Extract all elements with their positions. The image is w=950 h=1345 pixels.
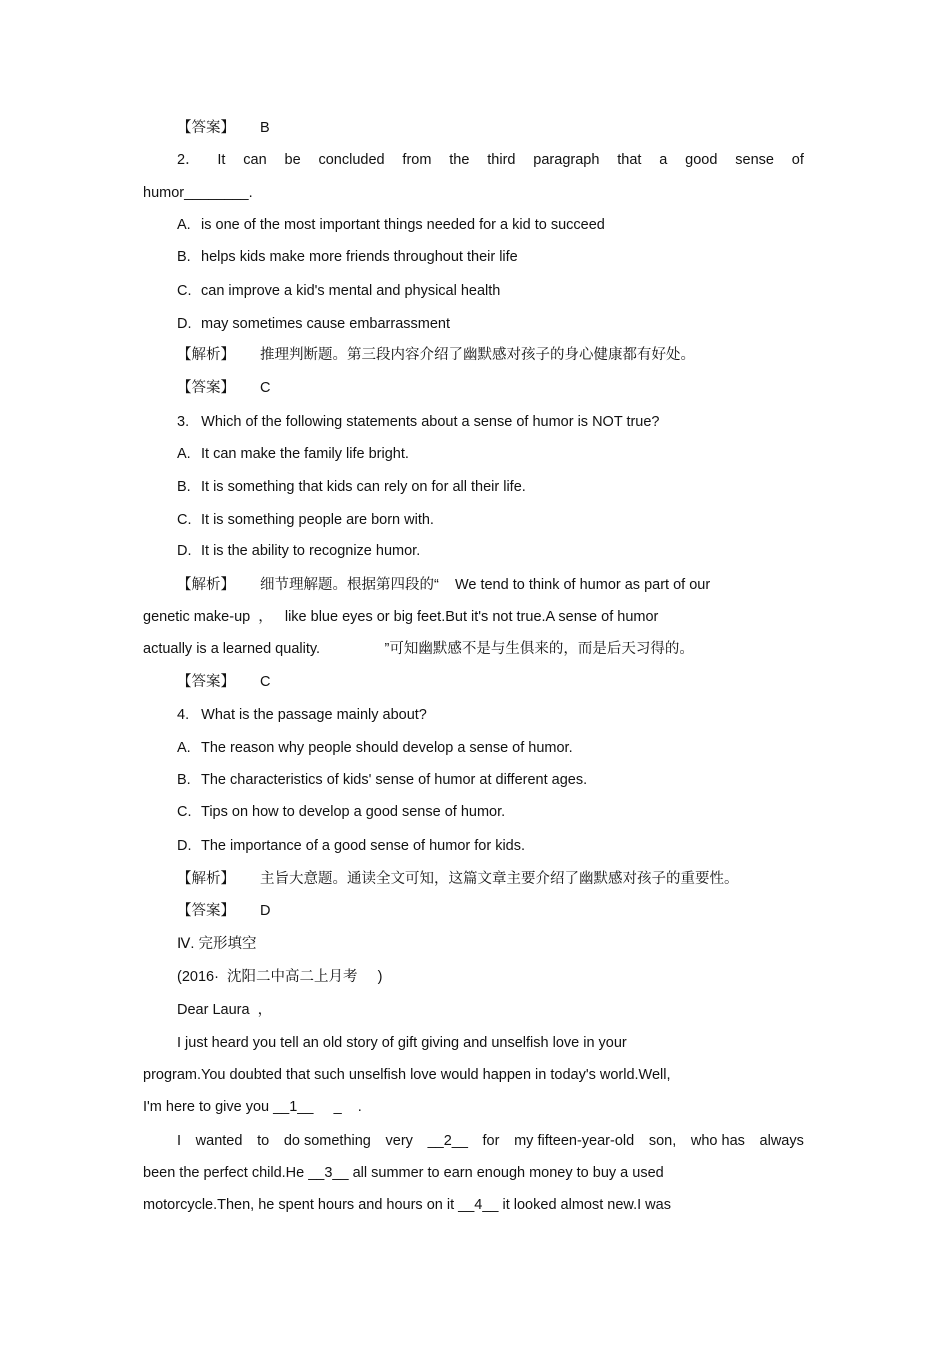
q2-option-d xyxy=(177,315,450,333)
p2-word: who has xyxy=(690,1133,745,1149)
q2-word: from xyxy=(402,152,432,168)
option-letter: B. xyxy=(177,772,191,788)
q3-analysis-2: genetic make-up ， like blue eyes or big feet.But it's not true.A sense of humor xyxy=(143,609,659,625)
q2-word: It xyxy=(217,152,226,168)
option-text: can improve a kid's mental and physical health xyxy=(201,283,501,299)
q4-option-b xyxy=(177,771,587,789)
p2-word: to xyxy=(257,1133,270,1149)
p2-word: do something xyxy=(283,1133,371,1149)
q4-analysis: 主旨大意题。通读全文可知，这篇文章主要介绍了幽默感对孩子的重要性。 xyxy=(260,871,739,887)
p2-word: my fifteen-year-old xyxy=(514,1133,635,1149)
q2-analysis: 推理判断题。第三段内容介绍了幽默感对孩子的身心健康都有好处。 xyxy=(260,347,695,363)
q4-option-d xyxy=(177,837,525,855)
option-text: The importance of a good sense of humor for kids. xyxy=(201,838,526,854)
option-text: It is the ability to recognize humor. xyxy=(201,543,421,559)
q2-word: of xyxy=(791,152,804,168)
analysis-label: 【解析】 xyxy=(177,871,235,887)
option-text: It can make the family life bright. xyxy=(201,446,409,462)
q2-option-a xyxy=(177,216,605,234)
letter-p2-line3: motorcycle.Then, he spent hours and hours on it __4__ it looked almost new.I was xyxy=(143,1197,671,1213)
q2-word: paragraph xyxy=(533,152,600,168)
q4-analysis-line xyxy=(177,870,739,888)
option-text: is one of the most important things needed for a kid to succeed xyxy=(201,217,605,233)
blank-2: __2__ xyxy=(427,1133,468,1149)
q4-answer: D xyxy=(260,903,271,919)
letter-greeting: Dear Laura ， xyxy=(177,1002,273,1018)
option-text: It is something that kids can rely on for all their life. xyxy=(201,479,526,495)
q3-analysis-line xyxy=(177,576,710,594)
q2-answer: C xyxy=(260,380,271,396)
q3-analysis-1: 细节理解题。根据第四段的“ We tend to think of humor as part of our xyxy=(260,577,711,593)
option-text: helps kids make more friends throughout their life xyxy=(201,249,518,265)
p2-word: wanted xyxy=(195,1133,243,1149)
option-text: It is something people are born with. xyxy=(201,512,434,528)
q4-option-c xyxy=(177,803,505,821)
q3-option-b xyxy=(177,478,526,496)
option-letter: D. xyxy=(177,316,192,332)
q4-option-a xyxy=(177,739,573,757)
answer-label: 【答案】 xyxy=(177,674,235,690)
q2-stem xyxy=(177,151,804,169)
option-letter: A. xyxy=(177,446,191,462)
q2-option-b xyxy=(177,248,518,266)
option-letter: C. xyxy=(177,512,192,528)
q3-answer: C xyxy=(260,674,271,690)
q2-stem-continued: humor________. xyxy=(143,185,253,201)
q1-answer-line xyxy=(177,119,270,137)
p2-word: for xyxy=(482,1133,500,1149)
letter-p1-line2: program.You doubted that such unselfish love would happen in today's world.Well, xyxy=(143,1067,671,1083)
q4-answer-line xyxy=(177,902,270,920)
q2-word: can xyxy=(243,152,267,168)
option-letter: D. xyxy=(177,838,192,854)
q2-word: 2． xyxy=(177,152,200,168)
option-letter: B. xyxy=(177,249,191,265)
q3-option-c xyxy=(177,511,434,529)
option-text: may sometimes cause embarrassment xyxy=(201,316,450,332)
option-text: The reason why people should develop a sense of humor. xyxy=(201,740,573,756)
option-letter: D. xyxy=(177,543,192,559)
q2-word: a xyxy=(659,152,668,168)
section-heading: Ⅳ. 完形填空 xyxy=(177,936,257,952)
q2-word: good xyxy=(685,152,718,168)
q3-answer-line xyxy=(177,673,270,691)
option-letter: A. xyxy=(177,740,191,756)
answer-label: 【答案】 xyxy=(177,120,235,136)
p2-word: I xyxy=(177,1133,182,1149)
q2-word: third xyxy=(487,152,516,168)
q2-analysis-line xyxy=(177,346,695,364)
option-text: Tips on how to develop a good sense of humor. xyxy=(201,804,506,820)
letter-p2-line2: been the perfect child.He __3__ all summer to earn enough money to buy a used xyxy=(143,1165,664,1181)
q2-word: concluded xyxy=(318,152,385,168)
analysis-label: 【解析】 xyxy=(177,577,235,593)
q2-word: the xyxy=(449,152,470,168)
letter-p2-line1 xyxy=(177,1132,804,1150)
p2-word: very xyxy=(385,1133,413,1149)
q3-analysis-3: actually is a learned quality. ”可知幽默感不是与生俱来的，而是后天习得的。 xyxy=(143,641,694,657)
q4-stem: 4. What is the passage mainly about? xyxy=(177,707,427,723)
q3-option-a xyxy=(177,445,409,463)
q2-word: be xyxy=(284,152,301,168)
q3-stem: 3. Which of the following statements about a sense of humor is NOT true? xyxy=(177,414,660,430)
section-source: (2016· 沈阳二中高二上月考 ) xyxy=(177,969,383,985)
q1-answer: B xyxy=(260,120,270,136)
letter-p1-line1: I just heard you tell an old story of gift giving and unselfish love in your xyxy=(177,1035,627,1051)
answer-label: 【答案】 xyxy=(177,380,235,396)
q2-word: that xyxy=(617,152,642,168)
answer-label: 【答案】 xyxy=(177,903,235,919)
option-letter: A. xyxy=(177,217,191,233)
p2-word: always xyxy=(759,1133,804,1149)
option-letter: B. xyxy=(177,479,191,495)
analysis-label: 【解析】 xyxy=(177,347,235,363)
q3-option-d xyxy=(177,542,420,560)
option-letter: C. xyxy=(177,804,192,820)
q2-answer-line xyxy=(177,379,270,397)
q2-word: sense xyxy=(735,152,774,168)
p2-word: son, xyxy=(648,1133,677,1149)
option-text: The characteristics of kids' sense of humor at different ages. xyxy=(201,772,588,788)
letter-p1-line3: I'm here to give you __1__ _ . xyxy=(143,1099,362,1115)
option-letter: C. xyxy=(177,283,192,299)
q2-option-c xyxy=(177,282,500,300)
